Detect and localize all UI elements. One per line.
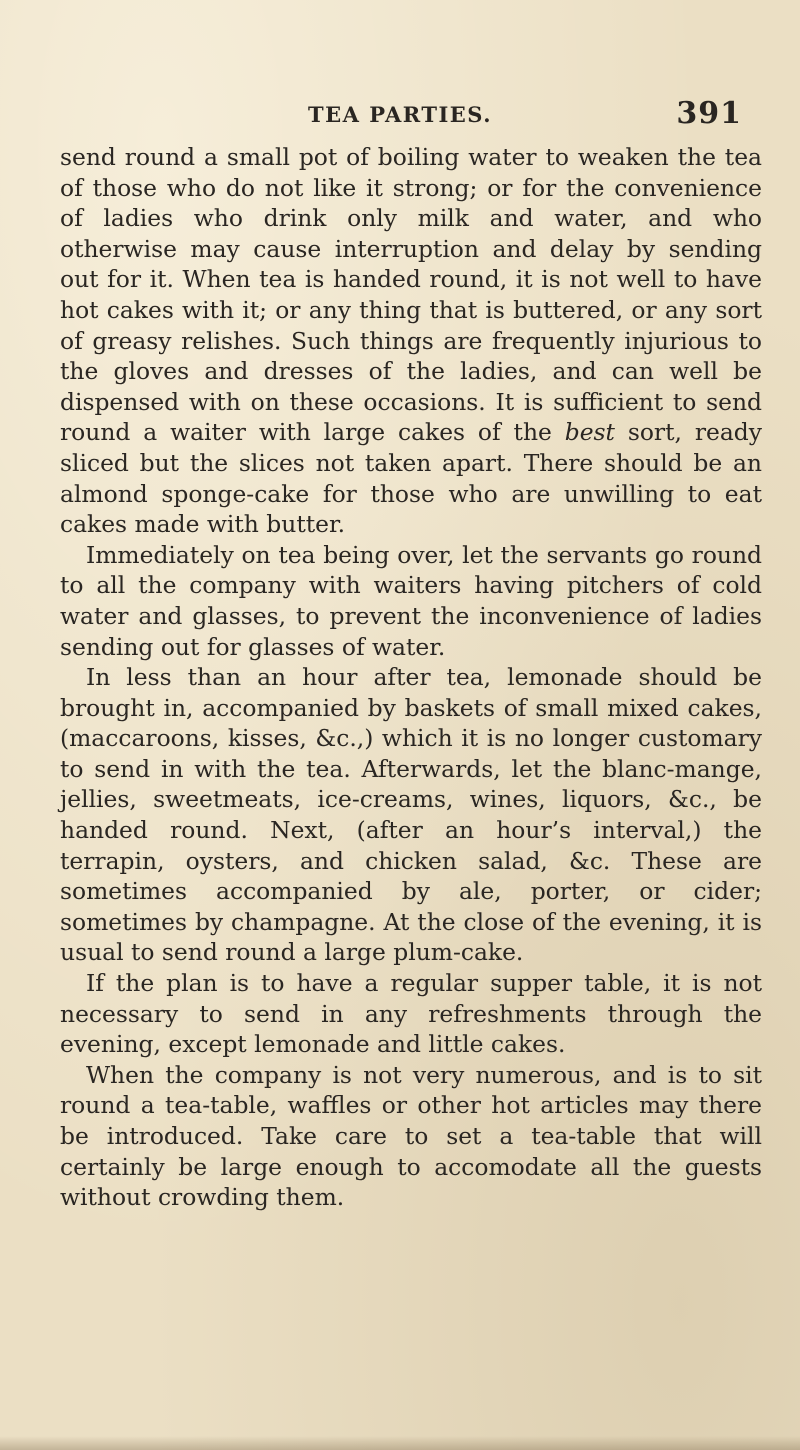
page-header [0,88,800,138]
paragraph-1-text-before: send round a small pot of boiling water to weaken the tea of those who do not like it strong; or for the convenience of ladies who drink only milk and water, and who otherwise may cause interruption and delay by sending out for it. When tea is handed round, it is not well to have hot cakes with it; or any thing that is buttered, or any sort of greasy relishes. Such things are frequently injurious to the gloves and dresses of the ladies, and can well be dispensed with on these occasions. It is sufficient to send round a waiter with large cakes of the [60,143,762,447]
page-number: 391 [676,96,742,131]
paragraph-1-text-after: sort, ready sliced but the slices not taken apart. There should be an almond sponge-cake for those who are unwilling to eat cakes made with butter. [60,418,762,539]
paragraph-1 [60,142,762,540]
emphasis-best: best [564,418,615,447]
paragraph-2: Immediately on tea being over, let the servants go round to all the company with waiters having pitchers of cold water and glasses, to prevent the inconvenience of ladies sending out for glasses of water. [60,540,762,661]
body-text [60,142,762,1213]
paragraph-3: In less than an hour after tea, lemonade should be brought in, accompanied by baskets of small mixed cakes, (maccaroons, kisses, &c.,) which it is no longer customary to send in with the tea. Afterwards, let the blanc-mange, jellies, sweetmeats, ice-creams, wines, liquors, &c., be handed round. Next, (after an hour’s interval,) the terrapin, oysters, and chicken salad, &c. These are sometimes accompanied by ale, porter, or cider; sometimes by champagne. At the close of the evening, it is usual to send round a large plum-cake. [60,663,762,967]
paragraph-5: When the company is not very numerous, and is to sit round a tea-table, waffles or other hot articles may there be introduced. Take care to set a tea-table that will certainly be large enough to accomodate all the guests without crowding them. [60,1060,762,1212]
paragraph-4: If the plan is to have a regular supper table, it is not necessary to send in any refreshments through the evening, except lemonade and little cakes. [60,969,762,1059]
page-edge-shadow [0,1436,800,1450]
running-head: TEA PARTIES. [307,102,493,127]
